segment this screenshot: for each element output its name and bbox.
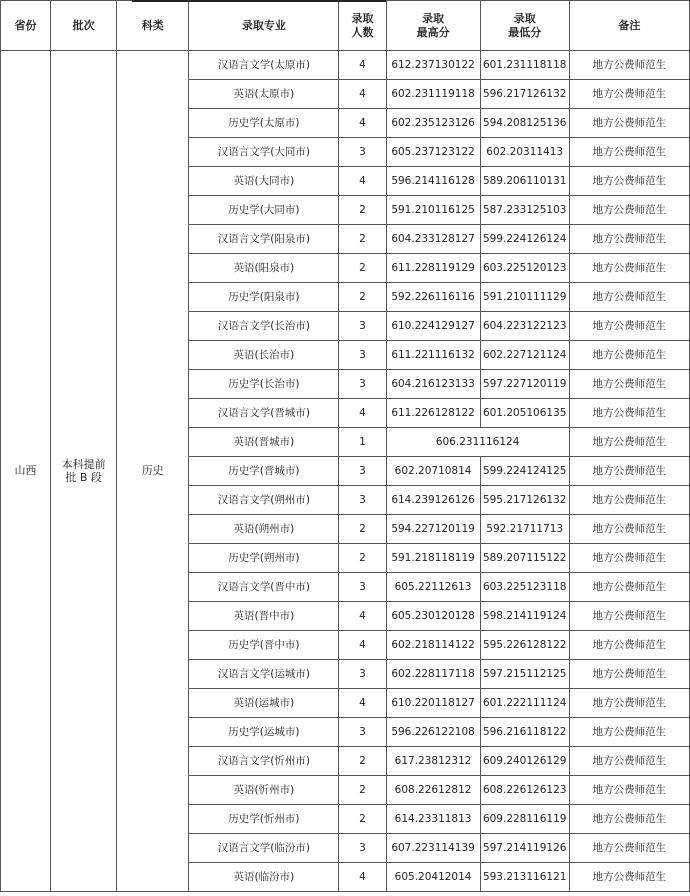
cell-count: 3 bbox=[339, 370, 386, 399]
cell-major: 英语(长治市) bbox=[189, 341, 339, 370]
cell-min: 591.210111129 bbox=[480, 283, 569, 312]
cell-count: 3 bbox=[339, 138, 386, 167]
cell-count: 3 bbox=[339, 718, 386, 747]
cell-max: 591.210116125 bbox=[386, 196, 480, 225]
cell-min: 589.207115122 bbox=[480, 544, 569, 573]
cell-count: 4 bbox=[339, 109, 386, 138]
cell-note: 地方公费师范生 bbox=[569, 109, 689, 138]
cell-count: 4 bbox=[339, 51, 386, 80]
cell-note: 地方公费师范生 bbox=[569, 573, 689, 602]
cell-note: 地方公费师范生 bbox=[569, 138, 689, 167]
cell-min: 599.224124125 bbox=[480, 457, 569, 486]
cell-count: 2 bbox=[339, 515, 386, 544]
top-border-accent bbox=[132, 0, 386, 2]
cell-max: 602.20710814 bbox=[386, 457, 480, 486]
cell-note: 地方公费师范生 bbox=[569, 863, 689, 892]
cell-note: 地方公费师范生 bbox=[569, 689, 689, 718]
cell-major: 汉语言文学(朔州市) bbox=[189, 486, 339, 515]
cell-max: 594.227120119 bbox=[386, 515, 480, 544]
cell-min: 602.20311413 bbox=[480, 138, 569, 167]
cell-count: 3 bbox=[339, 660, 386, 689]
header-min: 录取 最低分 bbox=[480, 1, 569, 51]
header-max: 录取 最高分 bbox=[386, 1, 480, 51]
cell-max: 610.224129127 bbox=[386, 312, 480, 341]
cell-note: 地方公费师范生 bbox=[569, 631, 689, 660]
cell-note: 地方公费师范生 bbox=[569, 805, 689, 834]
cell-count: 2 bbox=[339, 776, 386, 805]
cell-min: 589.206110131 bbox=[480, 167, 569, 196]
header-subject: 科类 bbox=[117, 1, 189, 51]
cell-note: 地方公费师范生 bbox=[569, 399, 689, 428]
cell-note: 地方公费师范生 bbox=[569, 225, 689, 254]
cell-major: 历史学(运城市) bbox=[189, 718, 339, 747]
cell-major: 英语(朔州市) bbox=[189, 515, 339, 544]
cell-count: 2 bbox=[339, 283, 386, 312]
cell-min: 596.216118122 bbox=[480, 718, 569, 747]
cell-min: 601.222111124 bbox=[480, 689, 569, 718]
cell-note: 地方公费师范生 bbox=[569, 167, 689, 196]
header-row bbox=[1, 1, 690, 51]
cell-min: 601.205106135 bbox=[480, 399, 569, 428]
cell-count: 4 bbox=[339, 631, 386, 660]
cell-note: 地方公费师范生 bbox=[569, 834, 689, 863]
cell-min: 608.226126123 bbox=[480, 776, 569, 805]
cell-note: 地方公费师范生 bbox=[569, 515, 689, 544]
cell-min: 603.225123118 bbox=[480, 573, 569, 602]
cell-min: 598.214119124 bbox=[480, 602, 569, 631]
cell-max: 602.231119118 bbox=[386, 80, 480, 109]
cell-count: 4 bbox=[339, 863, 386, 892]
cell-min: 604.223122123 bbox=[480, 312, 569, 341]
cell-major: 英语(大同市) bbox=[189, 167, 339, 196]
header-batch: 批次 bbox=[51, 1, 117, 51]
cell-min: 599.224126124 bbox=[480, 225, 569, 254]
cell-max: 591.218118119 bbox=[386, 544, 480, 573]
cell-major: 英语(临汾市) bbox=[189, 863, 339, 892]
cell-min: 596.217126132 bbox=[480, 80, 569, 109]
cell-max: 617.23812312 bbox=[386, 747, 480, 776]
cell-count: 3 bbox=[339, 341, 386, 370]
cell-major: 汉语言文学(临汾市) bbox=[189, 834, 339, 863]
cell-max: 611.228119129 bbox=[386, 254, 480, 283]
cell-major: 历史学(晋中市) bbox=[189, 631, 339, 660]
cell-note: 地方公费师范生 bbox=[569, 254, 689, 283]
cell-province: 山西 bbox=[1, 51, 51, 892]
cell-major: 汉语言文学(大同市) bbox=[189, 138, 339, 167]
cell-major: 历史学(忻州市) bbox=[189, 805, 339, 834]
cell-count: 3 bbox=[339, 312, 386, 341]
cell-max: 602.235123126 bbox=[386, 109, 480, 138]
cell-max: 614.23311813 bbox=[386, 805, 480, 834]
cell-max: 602.228117118 bbox=[386, 660, 480, 689]
cell-count: 2 bbox=[339, 225, 386, 254]
cell-max: 611.221116132 bbox=[386, 341, 480, 370]
cell-note: 地方公费师范生 bbox=[569, 80, 689, 109]
cell-min: 595.217126132 bbox=[480, 486, 569, 515]
header-note: 备注 bbox=[569, 1, 689, 51]
cell-note: 地方公费师范生 bbox=[569, 51, 689, 80]
cell-min: 595.226128122 bbox=[480, 631, 569, 660]
cell-max: 605.230120128 bbox=[386, 602, 480, 631]
cell-note: 地方公费师范生 bbox=[569, 776, 689, 805]
table-body bbox=[1, 51, 690, 892]
cell-major: 汉语言文学(运城市) bbox=[189, 660, 339, 689]
cell-note: 地方公费师范生 bbox=[569, 747, 689, 776]
cell-subject: 历史 bbox=[117, 51, 189, 892]
cell-major: 英语(运城市) bbox=[189, 689, 339, 718]
cell-count: 3 bbox=[339, 486, 386, 515]
cell-count: 2 bbox=[339, 747, 386, 776]
cell-min: 609.228116119 bbox=[480, 805, 569, 834]
cell-note: 地方公费师范生 bbox=[569, 457, 689, 486]
cell-max: 604.216123133 bbox=[386, 370, 480, 399]
cell-note: 地方公费师范生 bbox=[569, 341, 689, 370]
cell-max: 607.223114139 bbox=[386, 834, 480, 863]
cell-max: 592.226116116 bbox=[386, 283, 480, 312]
cell-note: 地方公费师范生 bbox=[569, 544, 689, 573]
cell-max: 605.20412014 bbox=[386, 863, 480, 892]
cell-min: 592.21711713 bbox=[480, 515, 569, 544]
cell-max: 605.237123122 bbox=[386, 138, 480, 167]
cell-max: 602.218114122 bbox=[386, 631, 480, 660]
cell-note: 地方公费师范生 bbox=[569, 718, 689, 747]
cell-note: 地方公费师范生 bbox=[569, 283, 689, 312]
cell-major: 汉语言文学(晋城市) bbox=[189, 399, 339, 428]
cell-count: 2 bbox=[339, 254, 386, 283]
cell-note: 地方公费师范生 bbox=[569, 428, 689, 457]
header-major: 录取专业 bbox=[189, 1, 339, 51]
cell-major: 历史学(晋城市) bbox=[189, 457, 339, 486]
cell-note: 地方公费师范生 bbox=[569, 196, 689, 225]
cell-min: 597.215112125 bbox=[480, 660, 569, 689]
cell-min: 593.213116121 bbox=[480, 863, 569, 892]
cell-min: 601.231118118 bbox=[480, 51, 569, 80]
cell-max: 596.226122108 bbox=[386, 718, 480, 747]
cell-note: 地方公费师范生 bbox=[569, 660, 689, 689]
cell-major: 汉语言文学(晋中市) bbox=[189, 573, 339, 602]
cell-major: 汉语言文学(长治市) bbox=[189, 312, 339, 341]
cell-min: 609.240126129 bbox=[480, 747, 569, 776]
cell-score-combined: 606.231116124 bbox=[386, 428, 569, 457]
cell-count: 4 bbox=[339, 80, 386, 109]
cell-major: 历史学(长治市) bbox=[189, 370, 339, 399]
cell-count: 4 bbox=[339, 167, 386, 196]
cell-note: 地方公费师范生 bbox=[569, 486, 689, 515]
cell-max: 612.237130122 bbox=[386, 51, 480, 80]
cell-count: 4 bbox=[339, 602, 386, 631]
cell-major: 历史学(阳泉市) bbox=[189, 283, 339, 312]
header-count: 录取 人数 bbox=[339, 1, 386, 51]
cell-note: 地方公费师范生 bbox=[569, 602, 689, 631]
header-province: 省份 bbox=[1, 1, 51, 51]
cell-min: 594.208125136 bbox=[480, 109, 569, 138]
cell-max: 608.22612812 bbox=[386, 776, 480, 805]
cell-batch: 本科提前 批 B 段 bbox=[51, 51, 117, 892]
cell-max: 596.214116128 bbox=[386, 167, 480, 196]
cell-major: 历史学(太原市) bbox=[189, 109, 339, 138]
cell-major: 汉语言文学(忻州市) bbox=[189, 747, 339, 776]
cell-count: 4 bbox=[339, 399, 386, 428]
table-row bbox=[1, 51, 690, 80]
cell-count: 3 bbox=[339, 573, 386, 602]
cell-major: 历史学(大同市) bbox=[189, 196, 339, 225]
cell-count: 2 bbox=[339, 805, 386, 834]
cell-note: 地方公费师范生 bbox=[569, 312, 689, 341]
cell-min: 587.233125103 bbox=[480, 196, 569, 225]
cell-max: 604.233128127 bbox=[386, 225, 480, 254]
cell-major: 英语(晋中市) bbox=[189, 602, 339, 631]
cell-count: 4 bbox=[339, 689, 386, 718]
cell-major: 英语(忻州市) bbox=[189, 776, 339, 805]
cell-note: 地方公费师范生 bbox=[569, 370, 689, 399]
cell-major: 汉语言文学(太原市) bbox=[189, 51, 339, 80]
cell-min: 603.225120123 bbox=[480, 254, 569, 283]
cell-min: 597.214119126 bbox=[480, 834, 569, 863]
cell-major: 英语(太原市) bbox=[189, 80, 339, 109]
cell-major: 英语(阳泉市) bbox=[189, 254, 339, 283]
cell-major: 英语(晋城市) bbox=[189, 428, 339, 457]
cell-min: 602.227121124 bbox=[480, 341, 569, 370]
cell-count: 3 bbox=[339, 457, 386, 486]
cell-count: 3 bbox=[339, 834, 386, 863]
cell-count: 2 bbox=[339, 196, 386, 225]
cell-count: 1 bbox=[339, 428, 386, 457]
cell-min: 597.227120119 bbox=[480, 370, 569, 399]
cell-max: 605.22112613 bbox=[386, 573, 480, 602]
cell-max: 610.220118127 bbox=[386, 689, 480, 718]
cell-max: 611.226128122 bbox=[386, 399, 480, 428]
cell-count: 2 bbox=[339, 544, 386, 573]
cell-major: 历史学(朔州市) bbox=[189, 544, 339, 573]
cell-major: 汉语言文学(阳泉市) bbox=[189, 225, 339, 254]
cell-max: 614.239126126 bbox=[386, 486, 480, 515]
